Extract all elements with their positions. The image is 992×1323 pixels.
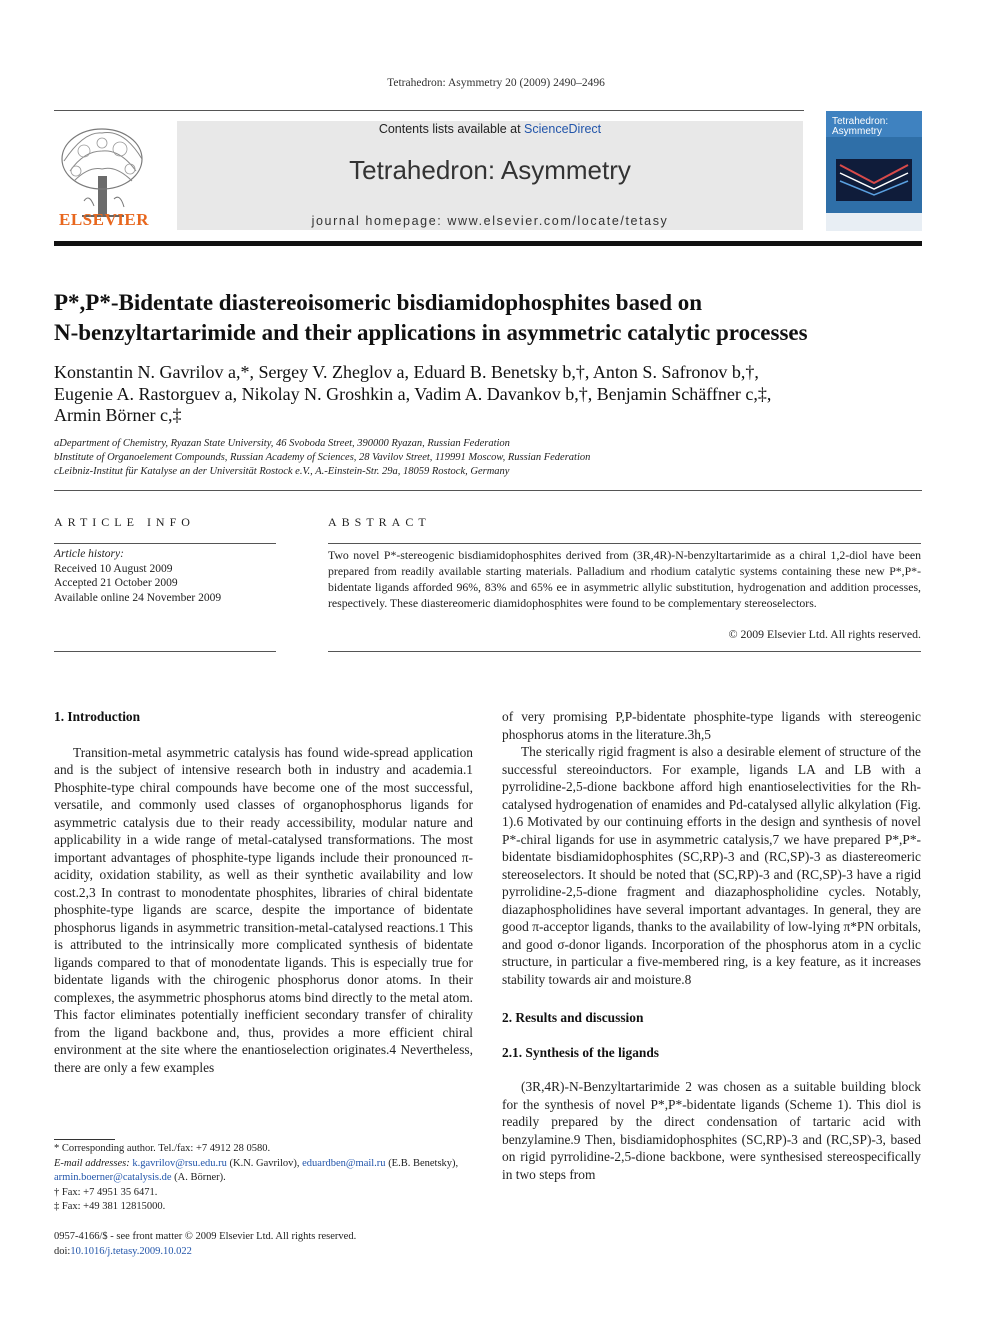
title-line-2: N-benzyltartarimide and their applications in asymmetric catalytic processes [54, 320, 808, 345]
running-head: Tetrahedron: Asymmetry 20 (2009) 2490–2496 [387, 77, 605, 89]
affiliations-rule [54, 490, 922, 491]
journal-title: Tetrahedron: Asymmetry [349, 155, 631, 185]
email-label: E-mail addresses: [54, 1157, 130, 1169]
abstract-copyright: © 2009 Elsevier Ltd. All rights reserved. [728, 627, 921, 641]
affiliation-c: cLeibniz-Institut für Katalyse an der Universität Rostock e.V., A.-Einstein-Str. 29a, 18059 Rostock, Germany [54, 466, 510, 477]
received-date: Received 10 August 2009 [54, 562, 173, 575]
authors-line-2: Eugenie A. Rastorguev a, Nikolay N. Groshkin a, Vadim A. Davankov b,†, Benjamin Schäffner c,‡, [54, 383, 772, 404]
cover-title: Tetrahedron: Asymmetry [832, 116, 889, 137]
email-owner-gavrilov: (K.N. Gavrilov), [229, 1157, 300, 1169]
affiliation-a: aDepartment of Chemistry, Ryazan State University, 46 Svoboda Street, 390000 Ryazan, Russian Federation [54, 438, 510, 449]
history-label: Article history: [54, 548, 124, 560]
footnotes [54, 1142, 473, 1215]
intro-paragraph-2: The sterically rigid fragment is also a desirable element of structure of the successful stereoinductors. For example, ligands LA and LB with a pyrrolidine-2,5-dione backbone afford high enantioselectivities for the Rh-catalysed hydrogenation of enamides and Pd-catalysed allylic alkylation (Fig. 1).6 Motivated by our continuing efforts in the design and synthesis of novel P*-chiral ligands for use in asymmetric catalysis,7 we have prepared P*,P*-bidentate bisdiamidophosphites (SC,RP)-3 and (RC,SP)-3 as diastereomeric stereoselectors. It should be noted that (SC,RP)-3 and (RC,SP)-3 have a rigid pyrrolidine-2,5-dione fragment and diazaphospholidine cycles. Notably, diazaphospholidines have several important advantages. In general, they are good π-acceptor ligands, thanks to the availability of low-lying π*PN orbitals, and good σ-donor ligands. Incorporation of the phosphorus atom in a cyclic structure, in particular a five-membered ring, is a key feature, as it increases stability towards air and moisture.8 [502, 744, 921, 987]
sciencedirect-link[interactable]: ScienceDirect [524, 122, 602, 136]
left-column [54, 708, 473, 1076]
email-owner-borner: (A. Börner). [174, 1172, 226, 1183]
doi-label: doi: [54, 1245, 71, 1257]
elsevier-wordmark: ELSEVIER [59, 210, 149, 229]
contents-prefix: Contents lists available at [378, 122, 525, 136]
right-column [502, 708, 921, 1183]
email-link-gavrilov[interactable]: k.gavrilov@rsu.edu.ru [132, 1157, 227, 1169]
accepted-date: Accepted 21 October 2009 [54, 577, 178, 589]
author-list [54, 362, 934, 427]
footnote-rule [54, 1139, 115, 1140]
authors-line-1: Konstantin N. Gavrilov a,*, Sergey V. Zheglov a, Eduard B. Benetsky b,†, Anton S. Safronov b,†, [54, 362, 759, 382]
article-info-bottom-rule [54, 651, 276, 652]
doi-line [54, 1245, 473, 1260]
journal-cover [826, 111, 922, 231]
abstract-text: Two novel P*-stereogenic bisdiamidophosphites derived from (3R,4R)-N-benzyltartarimide as a chiral 1,2-diol have been prepared from readily available starting materials. Palladium and rhodium catalytic systems containing these new P*,P*-bidentate ligands afforded 96%, 83% and 65% ee in asymmetric allylic substitution, hydrogenation and addition processes, respectively. These diastereomeric diamidophosphites were found to be complementary stereoselectors. [328, 548, 921, 610]
email-link-benetsky[interactable]: eduardben@mail.ru [302, 1157, 386, 1169]
subsection-2-1-heading: 2.1. Synthesis of the ligands [502, 1044, 659, 1060]
front-matter-line: 0957-4166/$ - see front matter © 2009 Elsevier Ltd. All rights reserved. [54, 1231, 357, 1242]
cover-artwork [836, 159, 912, 201]
affiliations [54, 437, 934, 479]
section-1-heading: 1. Introduction [54, 709, 141, 724]
abstract-heading: ABSTRACT [328, 515, 431, 529]
paper-title [54, 288, 934, 348]
footnote-dagger: † Fax: +7 4951 35 6471. [54, 1186, 158, 1198]
online-date: Available online 24 November 2009 [54, 591, 222, 604]
header-thick-rule [54, 241, 922, 246]
journal-banner [177, 121, 803, 230]
doi-link[interactable]: 10.1016/j.tetasy.2009.10.022 [70, 1245, 192, 1257]
article-info-rule [54, 543, 276, 544]
email-link-borner[interactable]: armin.boerner@catalysis.de [54, 1172, 172, 1183]
issn-block [54, 1230, 473, 1259]
footnote-corresponding: * Corresponding author. Tel./fax: +7 4912 28 0580. [54, 1143, 271, 1154]
intro-paragraph-1: Transition-metal asymmetric catalysis has found wide-spread application and is the subject of intensive research both in industry and academia.1 Phosphite-type chiral compounds have become one of the most successful, versatile, and commonly used classes of organophosphorus ligands for asymmetric catalysis due to their ready accessibility, modular nature and applicability in a wide range of metal-catalysed transformations. The most important advantages of phosphite-type ligands include their pronounced π-acidity, oxidation stability, as well as their synthetic availability and low cost.2,3 In contrast to monodentate phosphites, libraries of chiral bidentate phosphite-type ligands are scarce, despite the importance of bidentate phosphorus ligands in asymmetric transition-metal-catalysed reactions.1 This is attributed to the intrinsically more complicated synthesis of bidentate ligands compared to that of monodentate ligands. This is especially true for bidentate ligands with the chirogenic phosphorus donor atoms. In their complexes, the asymmetric phosphorus atoms bind directly to the metal atom. This factor eliminates potentially inefficient secondary transfer of chirality from the ligand backbone and, thus, provides a more efficient chiral environment at the site where the enantioselection originates.4 Nevertheless, there are only a few examples [54, 744, 473, 1075]
email-owner-benetsky: (E.B. Benetsky), [388, 1157, 459, 1169]
title-line-1: P*,P*-Bidentate diastereoisomeric bisdiamidophosphites based on [54, 290, 703, 315]
synthesis-paragraph-1: (3R,4R)-N-Benzyltartarimide 2 was chosen as a suitable building block for the synthesis of novel P*,P*-bidentate ligands (Scheme 1). This diol is readily prepared by the direct condensation of tartaric acid with benzylamine.9 Then, bisdiamidophosphites (SC,RP)-3 and (RC,SP)-3, based on rigid pyrrolidine-2,5-dione backbone, were synthesised stereospecifically in two steps from [502, 1079, 921, 1182]
footnote-double-dagger: ‡ Fax: +49 381 12815000. [54, 1201, 166, 1212]
abstract-rule [328, 543, 921, 544]
article-info-heading: ARTICLE INFO [54, 515, 195, 529]
journal-homepage[interactable]: journal homepage: www.elsevier.com/locate/tetasy [311, 214, 669, 228]
intro-paragraph-1-cont: of very promising P,P-bidentate phosphite-type ligands with stereogenic phosphorus atoms in the literature.3h,5 [502, 709, 921, 742]
article-history [54, 547, 276, 605]
abstract-bottom-rule [328, 651, 921, 652]
footnote-emails [54, 1157, 473, 1186]
authors-line-3: Armin Börner c,‡ [54, 405, 182, 425]
affiliation-b: bInstitute of Organoelement Compounds, Russian Academy of Sciences, 28 Vavilov Street, 119991 Moscow, Russian Federation [54, 452, 591, 463]
header-rule [54, 110, 804, 111]
section-2-heading: 2. Results and discussion [502, 1010, 644, 1025]
contents-available [177, 122, 803, 136]
